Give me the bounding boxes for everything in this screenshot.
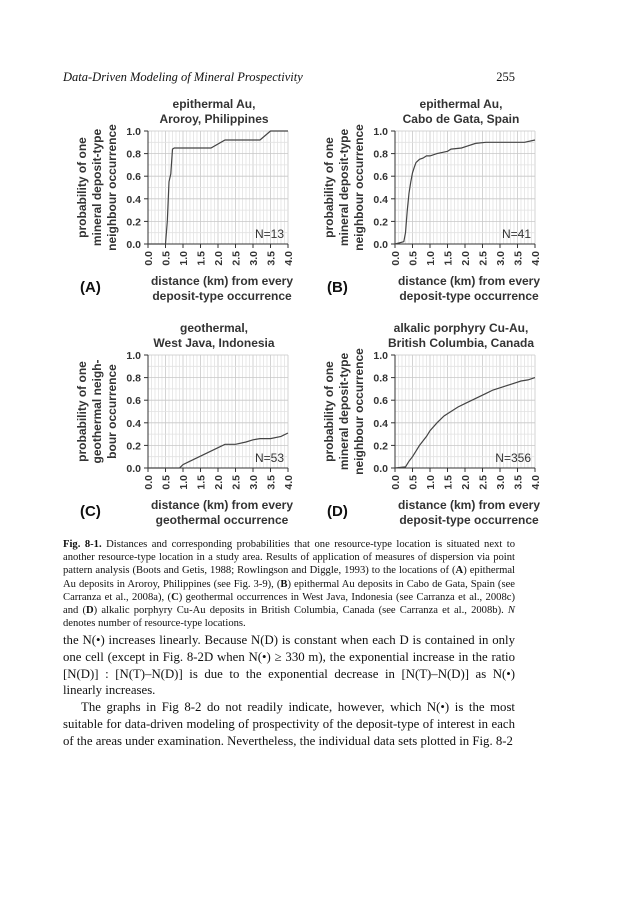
y-axis-label-line: probability of one <box>75 361 90 462</box>
figure-caption <box>63 538 515 630</box>
y-tick-label: 0.6 <box>126 171 141 184</box>
x-axis-label-line: deposit-type occurrence <box>399 289 539 303</box>
panel-letter: (D) <box>327 503 348 520</box>
caption-label: Fig. 8-1. <box>63 539 102 550</box>
x-tick-label: 2.0 <box>213 475 225 490</box>
x-axis-label-line: geothermal occurrence <box>155 513 289 527</box>
x-axis-label-line: distance (km) from every <box>150 498 294 512</box>
y-tick-label: 0.2 <box>373 216 388 229</box>
x-tick-label: 3.0 <box>248 475 260 490</box>
caption-ref-c: C <box>171 591 179 603</box>
y-tick-label: 0.4 <box>373 193 388 206</box>
y-axis-label-line: probability of one <box>75 137 90 238</box>
body-text <box>63 632 515 750</box>
x-tick-label: 0.0 <box>143 475 155 490</box>
y-tick-label: 0.8 <box>126 372 141 385</box>
x-tick-label: 1.0 <box>178 251 190 266</box>
x-tick-label: 0.5 <box>160 251 173 266</box>
y-tick-label: 0.0 <box>126 239 141 251</box>
x-axis-label-line: deposit-type occurrence <box>399 513 539 527</box>
x-tick-label: 4.0 <box>283 251 295 266</box>
running-head-title: Data-Driven Modeling of Mineral Prospectivity <box>63 70 303 84</box>
y-tick-label: 0.2 <box>126 216 141 229</box>
panel-letter: (A) <box>80 279 101 296</box>
chart-a-svg <box>70 96 330 311</box>
chart-d-svg <box>317 320 577 535</box>
caption-text-1: Distances and corresponding probabilities that one resource-type location is situated next to another resource-type location in a study area. Results of application of measures of dispersion via point pattern analysis (Boots and Getis, 1988; Rowlingson and Diggle, 1993) to the locations of ( <box>63 539 515 577</box>
y-tick-label: 0.4 <box>126 193 141 206</box>
y-tick-label: 0.2 <box>373 440 388 453</box>
y-tick-label: 0.4 <box>126 417 141 430</box>
x-tick-label: 1.0 <box>425 251 437 266</box>
x-tick-label: 1.0 <box>178 475 190 490</box>
x-tick-label: 0.5 <box>160 475 173 490</box>
y-tick-label: 0.8 <box>373 148 388 161</box>
x-tick-label: 1.5 <box>195 475 208 490</box>
y-axis-label-line: neighbour occurrence <box>352 124 367 251</box>
x-tick-label: 0.5 <box>407 251 420 266</box>
y-axis-label-line: probability of one <box>322 137 337 238</box>
y-axis-label-line: geothermal neigh- <box>90 359 105 464</box>
chart-panel-a <box>70 96 330 311</box>
x-tick-label: 3.5 <box>265 251 278 266</box>
chart-title-line-1: epithermal Au, <box>419 97 503 111</box>
x-tick-label: 0.0 <box>143 251 155 266</box>
y-tick-label: 0.6 <box>373 171 388 184</box>
x-tick-label: 2.0 <box>460 251 472 266</box>
y-tick-label: 0.0 <box>373 463 388 475</box>
y-axis-label-line: probability of one <box>322 361 337 462</box>
caption-text-5: ) alkalic porphyry Cu-Au deposits in British Columbia, Canada (see Carranza et al., 2008b). <box>93 605 508 617</box>
caption-text-3: ) epithermal Au deposits in Cabo de Gata, Spain (see Carranza et al., 2008a), ( <box>63 578 515 603</box>
x-tick-label: 1.5 <box>442 251 455 266</box>
y-tick-label: 1.0 <box>126 350 141 362</box>
y-tick-label: 0.4 <box>373 417 388 430</box>
body-paragraph-2: The graphs in Fig 8-2 do not readily indicate, however, which N(•) is the most suitable for data-driven modeling of prospectivity of the deposit-type of interest in each of the areas under examination. Nevertheless, the individual data sets plotted in Fig. 8-2 <box>63 700 515 748</box>
x-tick-label: 1.5 <box>195 251 208 266</box>
panel-letter: (C) <box>80 503 101 520</box>
caption-ref-d: D <box>86 605 94 617</box>
chart-title-line-2: West Java, Indonesia <box>153 336 275 350</box>
y-tick-label: 0.8 <box>126 148 141 161</box>
x-tick-label: 2.0 <box>460 475 472 490</box>
y-tick-label: 0.6 <box>126 395 141 408</box>
y-tick-label: 1.0 <box>373 126 388 138</box>
x-tick-label: 1.5 <box>442 475 455 490</box>
caption-text-2: ) epithermal Au deposits in Aroroy, Philippines (see Fig. 3-9), ( <box>63 565 515 590</box>
x-tick-label: 0.0 <box>390 475 402 490</box>
y-axis-label-line: mineral deposit-type <box>337 352 352 471</box>
x-tick-label: 3.0 <box>248 251 260 266</box>
chart-title-line-2: British Columbia, Canada <box>387 336 535 350</box>
x-tick-label: 0.5 <box>407 475 420 490</box>
y-tick-label: 0.2 <box>126 440 141 453</box>
x-tick-label: 3.5 <box>512 475 525 490</box>
sample-size-label: N=41 <box>501 227 531 241</box>
x-tick-label: 1.0 <box>425 475 437 490</box>
x-tick-label: 3.0 <box>495 251 507 266</box>
chart-title-line-1: geothermal, <box>179 321 249 335</box>
body-paragraph-1: the N(•) increases linearly. Because N(D) is constant when each D is contained in only one cell (except in Fig. 8-2D when N(•) ≥ 330 m), the exponential increase in the ratio [N(D)] : [N(T)–N(D)] is due to the exponential decrease in [N(T)–N(D)] as N(•) linearly increases. <box>63 633 515 698</box>
y-axis-label-line: neighbour occurrence <box>352 348 367 475</box>
x-tick-label: 2.0 <box>213 251 225 266</box>
y-tick-label: 0.8 <box>373 372 388 385</box>
chart-title-line-1: alkalic porphyry Cu-Au, <box>393 321 529 335</box>
caption-ref-a: A <box>455 565 464 577</box>
sample-size-label: N=356 <box>495 451 531 465</box>
sample-size-label: N=53 <box>254 451 284 465</box>
x-axis-label-line: distance (km) from every <box>397 498 541 512</box>
x-axis-label-line: deposit-type occurrence <box>152 289 292 303</box>
y-axis-label-line: mineral deposit-type <box>337 128 352 247</box>
x-tick-label: 4.0 <box>283 475 295 490</box>
x-tick-label: 4.0 <box>530 475 542 490</box>
x-axis-label-line: distance (km) from every <box>150 274 294 288</box>
x-tick-label: 2.5 <box>230 475 243 490</box>
x-tick-label: 4.0 <box>530 251 542 266</box>
caption-ref-b: B <box>280 578 288 590</box>
y-tick-label: 1.0 <box>126 126 141 138</box>
y-axis-label-line: bour occurrence <box>105 364 120 459</box>
x-tick-label: 2.5 <box>477 475 490 490</box>
x-tick-label: 3.0 <box>495 475 507 490</box>
y-tick-label: 0.0 <box>126 463 141 475</box>
x-axis-label-line: distance (km) from every <box>397 274 541 288</box>
chart-title-line-1: epithermal Au, <box>172 97 256 111</box>
y-tick-label: 0.0 <box>373 239 388 251</box>
chart-panel-c <box>70 320 330 535</box>
y-axis-label-line: mineral deposit-type <box>90 128 105 247</box>
y-axis-label-line: neighbour occurrence <box>105 124 120 251</box>
x-tick-label: 3.5 <box>265 475 278 490</box>
chart-title-line-2: Aroroy, Philippines <box>159 112 269 126</box>
x-tick-label: 0.0 <box>390 251 402 266</box>
chart-panel-d <box>317 320 577 535</box>
y-tick-label: 1.0 <box>373 350 388 362</box>
x-tick-label: 3.5 <box>512 251 525 266</box>
sample-size-label: N=13 <box>254 227 284 241</box>
page-number: 255 <box>496 70 515 84</box>
caption-n-symbol: N <box>507 605 515 617</box>
chart-b-svg <box>317 96 577 311</box>
chart-c-svg <box>70 320 330 535</box>
y-tick-label: 0.6 <box>373 395 388 408</box>
x-tick-label: 2.5 <box>230 251 243 266</box>
panel-letter: (B) <box>327 279 348 296</box>
x-tick-label: 2.5 <box>477 251 490 266</box>
caption-text-6: denotes number of resource-type locations. <box>63 618 246 630</box>
chart-panel-b <box>317 96 577 311</box>
caption-text-4: ) geothermal occurrences in West Java, Indonesia (see Carranza et al., 2008c) and ( <box>63 591 515 617</box>
chart-title-line-2: Cabo de Gata, Spain <box>402 112 520 126</box>
